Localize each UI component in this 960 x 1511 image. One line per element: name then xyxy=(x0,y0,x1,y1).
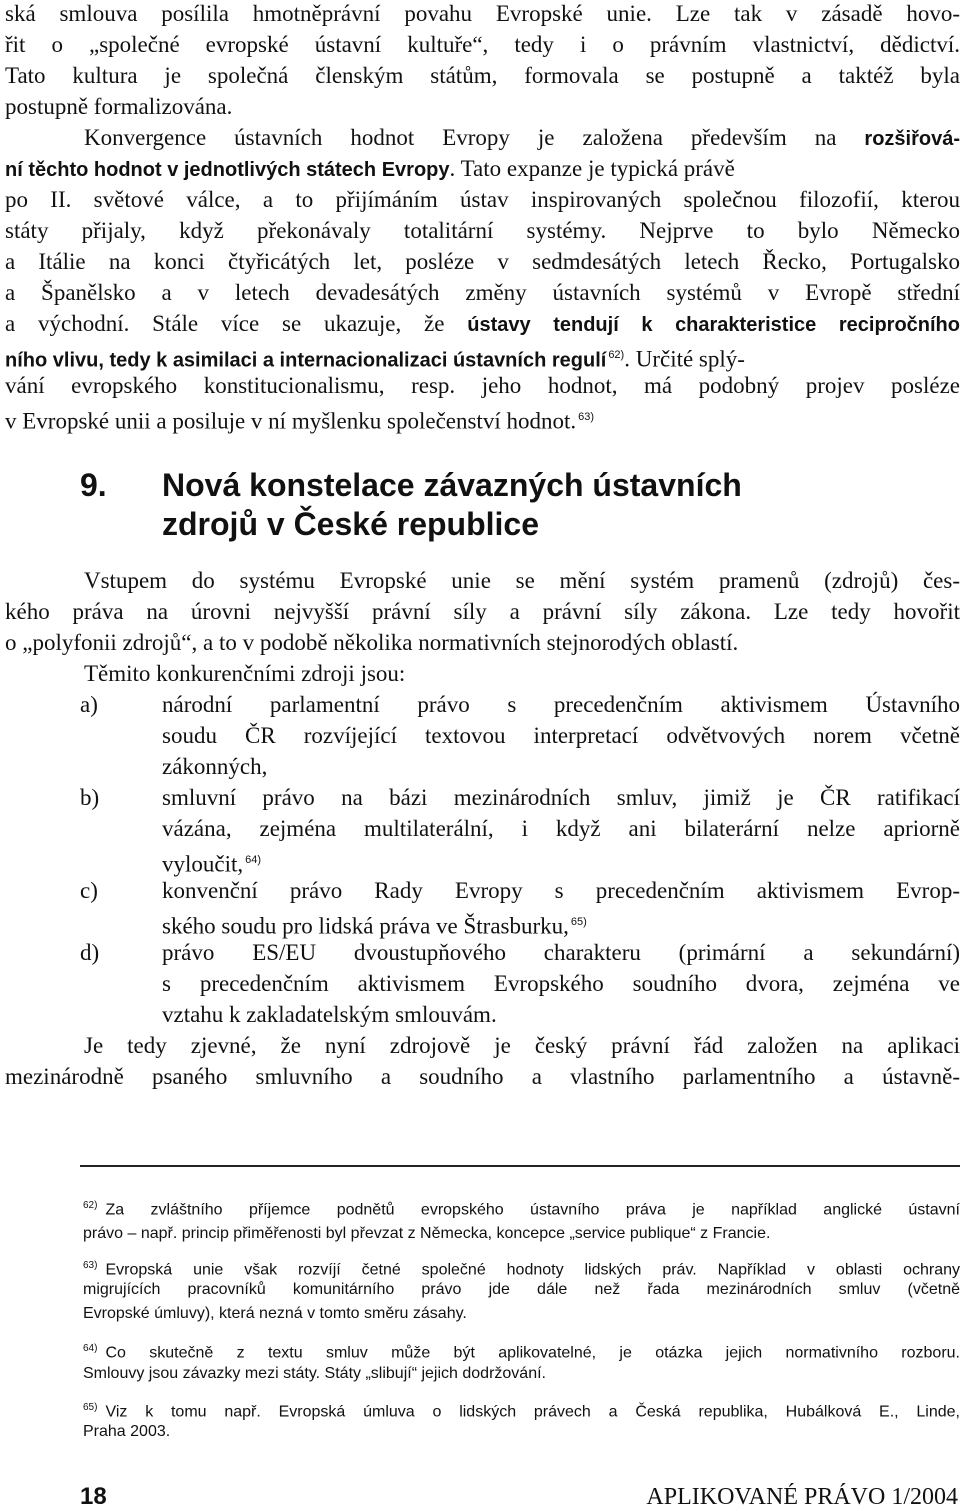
body-line: mezinárodně psaného smluvního a soudního a vlastního parlamentního a ústavně- xyxy=(5,1064,960,1089)
footnote-line xyxy=(83,1339,960,1363)
body-line: státy přijaly, když překonávaly totalitární systémy. Nejprve to bylo Německo xyxy=(5,218,960,243)
body-line xyxy=(5,341,960,375)
footnote-text: Evropská unie však rozvíjí četné společné hodnoty lidských práv. Například v oblasti ochrany xyxy=(105,1261,960,1279)
body-line: postupně formalizována. xyxy=(5,94,233,119)
footnote-mark: 62) xyxy=(83,1200,98,1211)
body-line: ská smlouva posílila hmotněprávní povahu Evropské unie. Lze tak v zásadě hovo- xyxy=(5,1,960,26)
list-item-line: národní parlamentní právo s precedenčním aktivismem Ústavního xyxy=(162,692,960,717)
body-text: v Evropské unii a posiluje v ní myšlenku společenství hodnot. xyxy=(5,408,577,434)
list-label: b) xyxy=(80,785,100,810)
list-item-line: s precedenčním aktivismem Evropského soudního dvora, zejména ve xyxy=(162,971,960,996)
body-line: Tato kultura je společná členským státům, formovala se postupně a taktéž byla xyxy=(5,63,960,88)
page-number: 18 xyxy=(80,1483,107,1510)
footnote-line: migrujících pracovníků komunitárního právo jde dále než řada mezinárodních smluv (včetně xyxy=(83,1281,960,1298)
body-line: Vstupem do systému Evropské unie se mění systém pramenů (zdrojů) čes- xyxy=(84,568,960,593)
footnote-text: Co skutečně z textu smluv může být aplikovatelné, je otázka jejich normativního rozboru. xyxy=(105,1344,960,1362)
body-line: Je tedy zjevné, že nyní zdrojově je český právní řád založen na aplikaci xyxy=(84,1033,960,1058)
list-item-line: vázána, zejména multilaterální, i když ani bilaterární nelze apriorně xyxy=(162,816,960,841)
body-line: a Itálie na konci čtyřicátých let, posléze v sedmdesátých letech Řecko, Portugalsko xyxy=(5,249,960,274)
footnote-line: Evropské úmluvy), která nezná v tomto směru zásahy. xyxy=(83,1305,467,1322)
footnote-ref[interactable]: 64) xyxy=(245,854,262,866)
list-item-text: vyloučit, xyxy=(162,851,244,877)
footnote-line xyxy=(83,1256,960,1280)
section-number: 9. xyxy=(80,467,107,503)
list-item-line: právo ES/EU dvoustupňového charakteru (primární a sekundární) xyxy=(162,940,960,965)
footnote-text: Za zvláštního příjemce podnětů evropského ústavního práva je například anglické ústavní xyxy=(105,1201,960,1219)
body-line: o „polyfonii zdrojů“, a to v podobě několika normativních stejnorodých oblastí. xyxy=(5,630,739,655)
list-item-line xyxy=(162,908,960,941)
body-line xyxy=(5,155,960,184)
footnote-mark: 64) xyxy=(83,1343,98,1354)
list-item-line: zákonných, xyxy=(162,754,268,779)
footnote-divider xyxy=(80,1165,960,1167)
body-text: . Určité splý- xyxy=(624,346,745,372)
list-item-line xyxy=(162,846,960,879)
emphasis-text: ního vlivu, tedy k asimilaci a internacionalizaci ústavních regulí xyxy=(5,349,607,372)
body-line: vání evropského konstitucionalismu, resp. jeho hodnot, má podobný projev posléze xyxy=(5,373,960,398)
body-line xyxy=(84,124,960,153)
footnote-mark: 65) xyxy=(83,1402,98,1413)
emphasis-text: rozšiřová- xyxy=(864,128,960,150)
footnote-line: Praha 2003. xyxy=(83,1423,171,1440)
emphasis-text: ústavy tendují k charakteristice recipročního xyxy=(467,314,960,336)
list-label: d) xyxy=(80,940,100,965)
footnote-text: Viz k tomu např. Evropská úmluva o lidských právech a Česká republika, Hubálková E., Linde, xyxy=(105,1403,960,1421)
footnote-ref[interactable]: 62) xyxy=(608,349,625,361)
emphasis-text: ní těchto hodnot v jednotlivých státech Evropy xyxy=(5,159,450,181)
footnote-ref[interactable]: 65) xyxy=(570,916,587,928)
footnote-line: právo – např. princip přiměřenosti byl převzat z Německa, koncepce „service publique“ z Francie. xyxy=(83,1225,771,1242)
body-line: po II. světové válce, a to přijímáním ústav inspirovaných společnou filozofií, kterou xyxy=(5,187,960,212)
section-title: zdrojů v České republice xyxy=(162,506,540,542)
body-text: . Tato expanze je typická právě xyxy=(449,156,735,181)
list-label: c) xyxy=(80,878,98,903)
body-text: Konvergence ústavních hodnot Evropy je založena především na xyxy=(84,125,865,150)
list-label: a) xyxy=(80,692,98,717)
list-item-text: ského soudu pro lidská práva ve Štrasburku, xyxy=(162,913,569,939)
body-line xyxy=(5,310,960,339)
journal-name: APLIKOVANÉ PRÁVO 1/2004 xyxy=(646,1484,958,1510)
footnote-line xyxy=(83,1398,960,1422)
body-line: Těmito konkurenčními zdroji jsou: xyxy=(84,661,406,686)
footnote-line xyxy=(83,1196,960,1220)
footnote-line: Smlouvy jsou závazky mezi státy. Státy „slibují“ jejich dodržování. xyxy=(83,1365,546,1382)
list-item-line: vztahu k zakladatelským smlouvám. xyxy=(162,1002,497,1027)
footnote-ref[interactable]: 63) xyxy=(578,411,595,423)
footnote-mark: 63) xyxy=(83,1260,98,1271)
section-title: Nová konstelace závazných ústavních xyxy=(162,467,742,503)
list-item-line: konvenční právo Rady Evropy s precedenčním aktivismem Evrop- xyxy=(162,878,960,903)
list-item-line: soudu ČR rozvíjející textovou interpretací odvětvových norem včetně xyxy=(162,723,960,748)
body-text: a východní. Stále více se ukazuje, že xyxy=(5,311,468,336)
body-line: řit o „společné evropské ústavní kultuře“, tedy i o právním vlastnictví, dědictví. xyxy=(5,32,960,57)
body-line: kého práva na úrovni nejvyšší právní síly a právní síly zákona. Lze tedy hovořit xyxy=(5,599,960,624)
list-item-line: smluvní právo na bázi mezinárodních smluv, jimiž je ČR ratifikací xyxy=(162,785,960,810)
body-line: a Španělsko a v letech devadesátých změny ústavních systémů v Evropě střední xyxy=(5,280,960,305)
body-line xyxy=(5,403,960,436)
